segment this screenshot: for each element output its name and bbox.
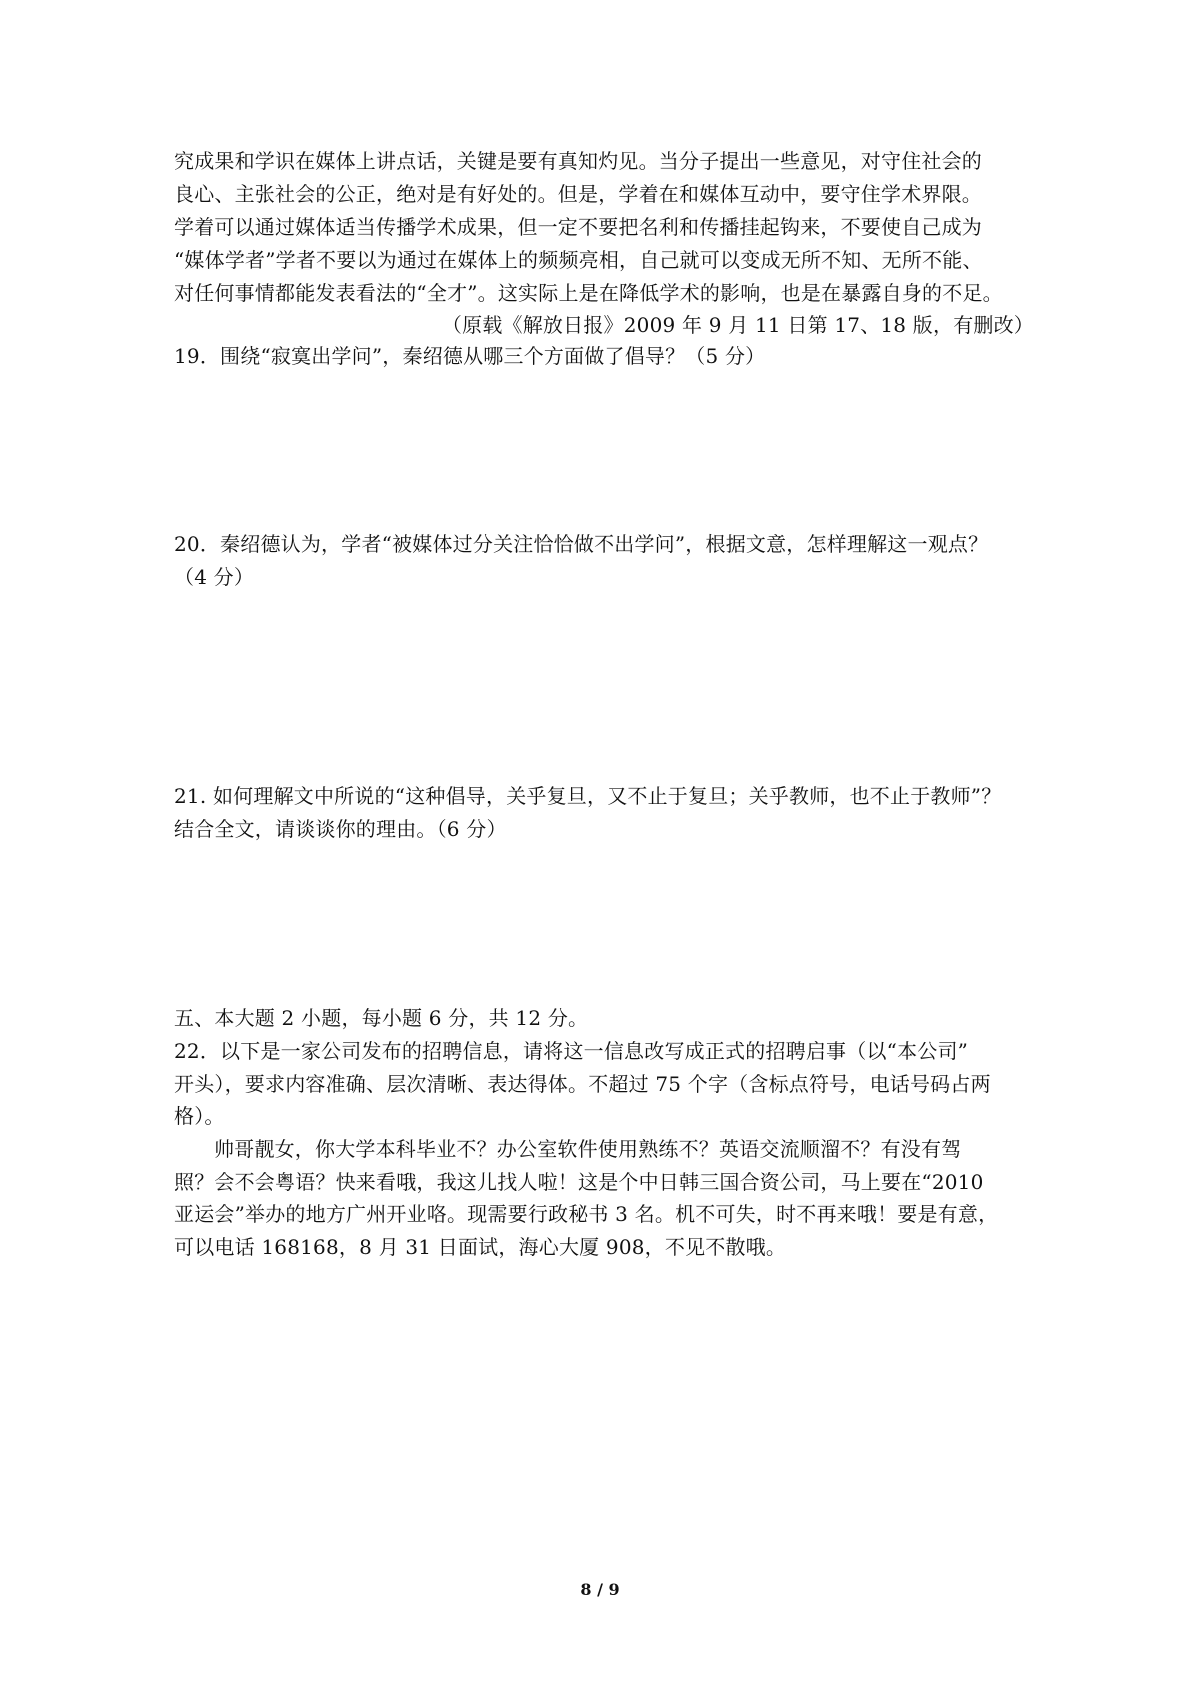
page-number: 8 / 9 — [580, 1580, 620, 1599]
material-line-2: 照？会不会粤语？快来看哦，我这儿找人啦！这是个中日韩三国合资公司，马上要在“2010 — [174, 1170, 984, 1194]
question-22-line-1: 22．以下是一家公司发布的招聘信息，请将这一信息改写成正式的招聘启事（以“本公司” — [174, 1039, 969, 1063]
material-line-4: 可以电话 168168，8 月 31 日面试，海心大厦 908，不见不散哦。 — [174, 1235, 787, 1259]
material-line-1: 帅哥靓女，你大学本科毕业不？办公室软件使用熟练不？英语交流顺溜不？有没有驾 — [214, 1137, 962, 1161]
question-20-line-1: 20．秦绍德认为，学者“被媒体过分关注恰恰做不出学问”，根据文意，怎样理解这一观点？ — [174, 532, 989, 556]
passage-line-2: 良心、主张社会的公正，绝对是有好处的。但是，学着在和媒体互动中，要守住学术界限。 — [174, 182, 982, 206]
passage-line-5: 对任何事情都能发表看法的“全才”。这实际上是在降低学术的影响，也是在暴露自身的不足。 — [174, 281, 1003, 305]
passage-line-3: 学着可以通过媒体适当传播学术成果，但一定不要把名利和传播挂起钩来，不要使自己成为 — [174, 215, 982, 239]
passage-line-4: “媒体学者”学者不要以为通过在媒体上的频频亮相，自己就可以变成无所不知、无所不能、 — [174, 248, 983, 272]
question-22-line-3: 格）。 — [174, 1104, 225, 1128]
passage-source: （原载《解放日报》2009 年 9 月 11 日第 17、18 版，有删改） — [441, 313, 1034, 337]
question-19: 19．围绕“寂寞出学问”，秦绍德从哪三个方面做了倡导？（5 分） — [174, 344, 766, 368]
question-21-line-2: 结合全文，请谈谈你的理由。（6 分） — [174, 817, 507, 841]
question-20-line-2: （4 分） — [174, 565, 255, 589]
question-22-line-2: 开头），要求内容准确、层次清晰、表达得体。不超过 75 个字（含标点符号，电话号码占两 — [174, 1072, 991, 1096]
passage-line-1: 究成果和学识在媒体上讲点话，关键是要有真知灼见。当分子提出一些意见，对守住社会的 — [174, 149, 982, 173]
section-5-heading: 五、本大题 2 小题，每小题 6 分，共 12 分。 — [174, 1006, 589, 1030]
question-21-line-1: 21. 如何理解文中所说的“这种倡导，关乎复旦，又不止于复旦；关乎教师，也不止于教师”？ — [174, 784, 1002, 808]
material-line-3: 亚运会”举办的地方广州开业咯。现需要行政秘书 3 名。机不可失，时不再来哦！要是有意， — [174, 1202, 999, 1226]
